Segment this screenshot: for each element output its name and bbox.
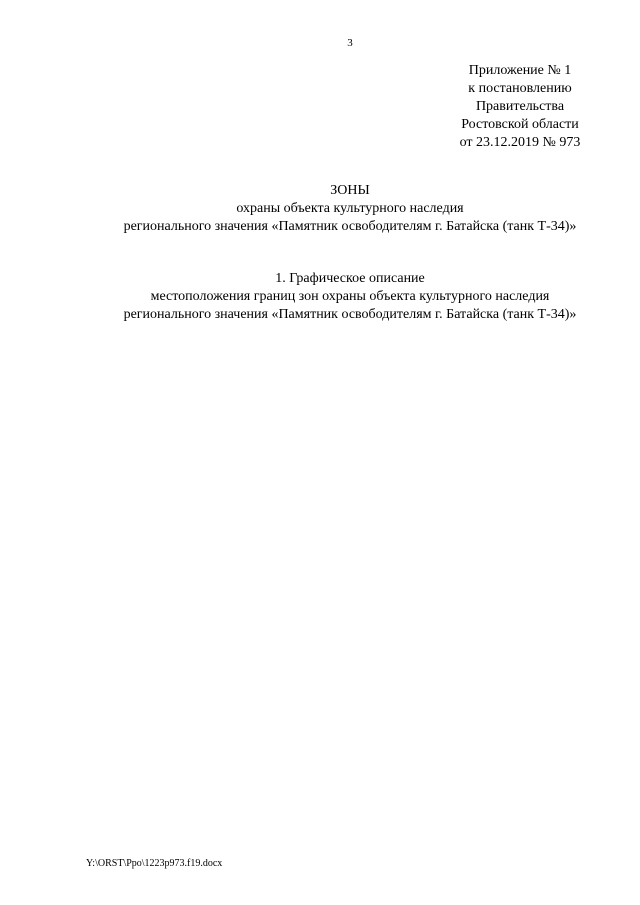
section-line-1: 1. Графическое описание: [275, 271, 425, 286]
appendix-line-1: Приложение № 1: [468, 63, 572, 78]
section-line-2: местоположения границ зон охраны объекта культурного наследия: [150, 289, 550, 304]
appendix-line-5: от 23.12.2019 № 973: [459, 135, 581, 150]
footer-file-path: Y:\ORST\Ppo\1223p973.f19.docx: [86, 858, 223, 869]
appendix-block: [440, 62, 600, 152]
title-line-2: охраны объекта культурного наследия: [236, 201, 464, 216]
title-line-3: регионального значения «Памятник освободителям г. Батайска (танк Т-34)»: [123, 219, 577, 234]
appendix-line-3: Правительства: [475, 99, 565, 114]
appendix-line-2: к постановлению: [468, 81, 572, 96]
page-number: 3: [347, 37, 353, 49]
appendix-line-4: Ростовской области: [461, 117, 579, 132]
title-heading: ЗОНЫ: [330, 183, 370, 198]
document-title: [0, 182, 640, 236]
section-heading: [0, 270, 640, 324]
section-line-3: регионального значения «Памятник освободителям г. Батайска (танк Т-34)»: [123, 307, 577, 322]
